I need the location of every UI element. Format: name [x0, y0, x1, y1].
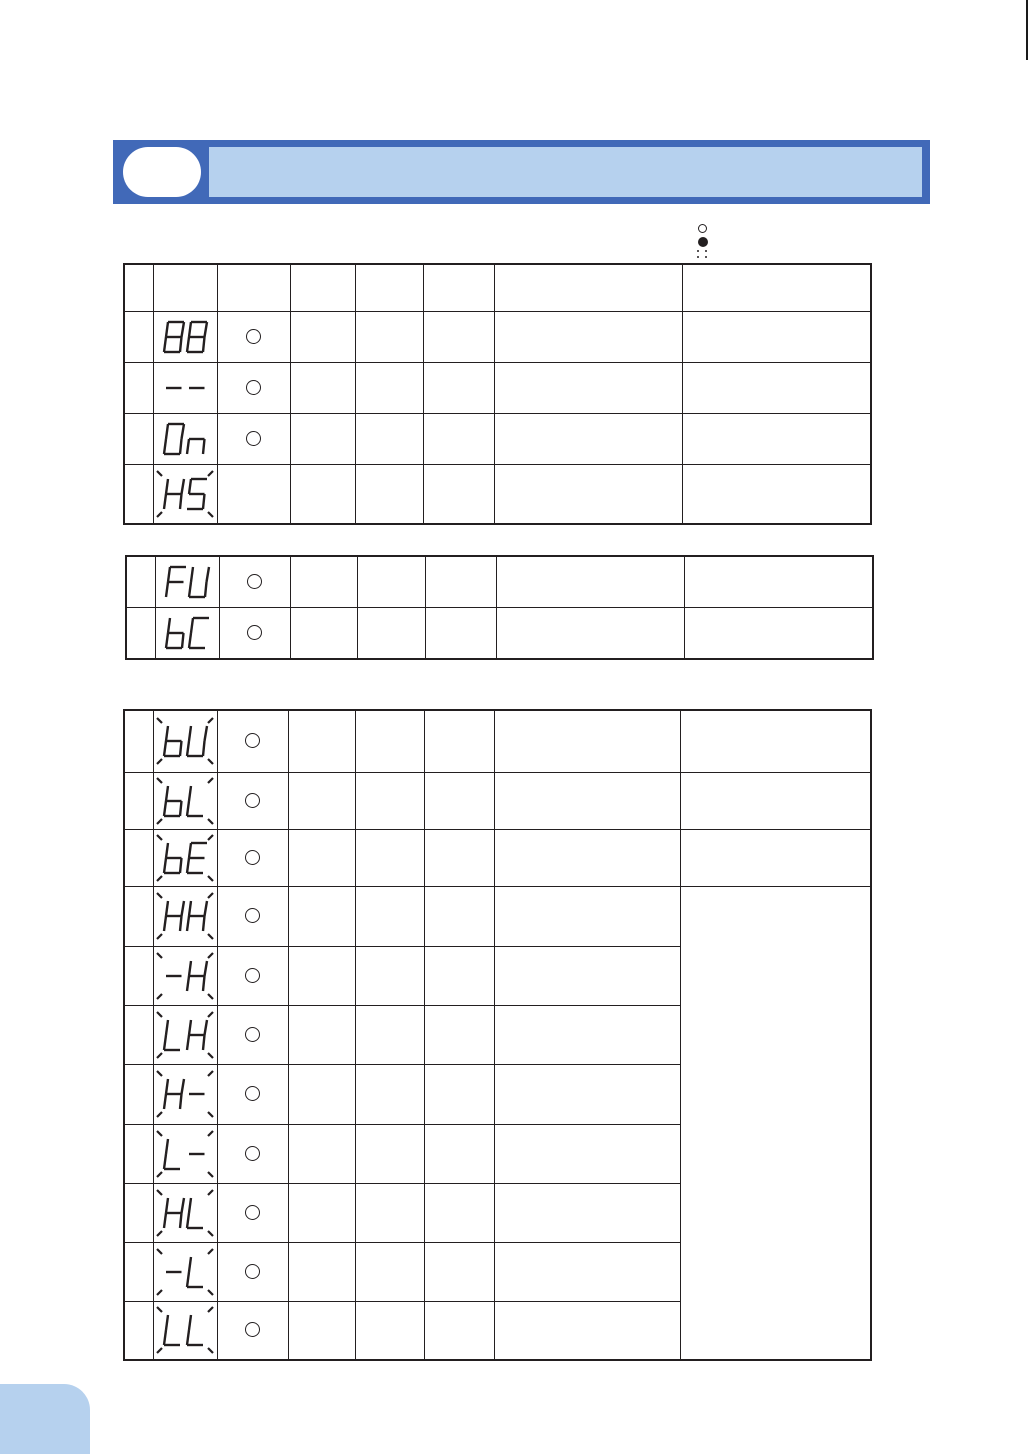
display-segment — [203, 741, 205, 756]
display-segment — [166, 1020, 168, 1035]
mark-cell — [217, 1124, 288, 1183]
display-segment — [187, 1213, 189, 1228]
blink-indicator — [157, 1348, 162, 1353]
display-segment — [180, 439, 182, 454]
display-segment — [164, 916, 166, 931]
display-segment — [166, 1315, 168, 1330]
seven-segment-display — [155, 312, 215, 362]
seven-segment-display — [155, 1247, 215, 1297]
blink-indicator — [208, 994, 213, 999]
mark-cell — [219, 608, 290, 660]
display-segment — [180, 1094, 182, 1109]
mark-cell — [217, 311, 290, 362]
display-cell — [153, 413, 217, 464]
display-segment — [187, 337, 189, 352]
blink-indicator — [208, 953, 213, 958]
table-row — [124, 829, 871, 886]
mark-cell — [217, 1301, 288, 1360]
blink-indicator — [157, 718, 162, 723]
display-segment — [164, 1035, 166, 1050]
blink-indicator — [157, 934, 162, 939]
header-cell — [153, 264, 217, 311]
display-cell — [153, 1183, 217, 1242]
display-segment — [187, 858, 189, 873]
display-segment — [180, 801, 182, 816]
display-segment — [187, 741, 189, 756]
blink-indicator — [157, 953, 162, 958]
display-segment — [180, 741, 182, 756]
open-circle-icon — [245, 850, 260, 865]
display-segment — [182, 1079, 185, 1094]
open-circle-icon — [698, 224, 707, 233]
display-segment — [164, 1330, 166, 1345]
display-segment — [180, 858, 182, 873]
blink-indicator — [208, 471, 213, 476]
header-cell — [355, 264, 423, 311]
blink-indicator — [157, 778, 162, 783]
display-segment — [205, 582, 207, 597]
dotted-circle-icon — [697, 250, 709, 258]
open-circle-icon — [246, 380, 261, 395]
table-row — [124, 464, 871, 524]
display-segment — [164, 439, 166, 454]
mark-cell — [217, 362, 290, 413]
blink-indicator — [208, 1112, 213, 1117]
merged-description-cell — [680, 886, 871, 1360]
seven-segment-display — [157, 608, 217, 658]
display-segment — [189, 843, 191, 858]
open-circle-icon — [245, 793, 260, 808]
blink-indicator — [157, 1307, 162, 1312]
display-segment — [164, 337, 166, 352]
display-segment — [203, 976, 205, 991]
mark-cell — [217, 829, 288, 886]
blink-indicator — [157, 1012, 162, 1017]
display-segment — [187, 1272, 189, 1287]
seven-segment-display — [155, 414, 215, 464]
table-row — [124, 311, 871, 362]
blink-indicator — [208, 1053, 213, 1058]
blink-indicator — [157, 1071, 162, 1076]
table-row — [126, 556, 873, 608]
open-circle-icon — [245, 733, 260, 748]
display-segment — [187, 1330, 189, 1345]
display-segment — [189, 786, 191, 801]
display-cell — [153, 1124, 217, 1183]
status-table-2 — [125, 555, 874, 660]
display-segment — [182, 901, 185, 916]
display-segment — [164, 858, 166, 873]
display-segment — [180, 916, 182, 931]
display-segment — [164, 494, 166, 509]
header-cell — [124, 264, 153, 311]
display-cell — [153, 829, 217, 886]
blink-indicator — [208, 934, 213, 939]
display-segment — [205, 961, 208, 976]
header-cell — [682, 264, 871, 311]
display-cell — [155, 556, 219, 608]
section-badge — [123, 147, 201, 197]
display-segment — [182, 322, 185, 337]
display-cell — [153, 1064, 217, 1124]
display-segment — [166, 633, 168, 648]
blink-indicator — [208, 759, 213, 764]
header-cell — [423, 264, 494, 311]
seven-segment-display — [155, 1305, 215, 1355]
blink-indicator — [157, 512, 162, 517]
display-segment — [203, 494, 205, 509]
mark-cell — [217, 886, 288, 946]
blink-indicator — [208, 1012, 213, 1017]
open-circle-icon — [246, 431, 261, 446]
blink-indicator — [157, 1290, 162, 1295]
mark-cell — [217, 1005, 288, 1064]
display-segment — [164, 801, 166, 816]
blink-indicator — [208, 1249, 213, 1254]
mark-cell — [217, 1242, 288, 1301]
blink-indicator — [208, 819, 213, 824]
blink-indicator — [157, 1231, 162, 1236]
display-segment — [189, 322, 191, 337]
seven-segment-display — [155, 833, 215, 883]
display-segment — [166, 424, 168, 439]
display-cell — [153, 710, 217, 772]
display-cell — [155, 608, 219, 660]
header-cell — [290, 264, 355, 311]
display-segment — [189, 582, 191, 597]
table-row — [124, 413, 871, 464]
display-cell — [153, 1242, 217, 1301]
display-segment — [189, 1198, 191, 1213]
mark-cell — [219, 556, 290, 608]
blink-indicator — [208, 1071, 213, 1076]
seven-segment-display — [155, 469, 215, 519]
display-segment — [187, 1035, 189, 1050]
display-segment — [168, 618, 170, 633]
blink-indicator — [157, 1190, 162, 1195]
display-segment — [203, 439, 205, 454]
seven-segment-display — [155, 1129, 215, 1179]
display-segment — [187, 916, 189, 931]
mark-cell — [217, 946, 288, 1005]
display-cell — [153, 362, 217, 413]
display-cell — [153, 1005, 217, 1064]
display-segment — [182, 424, 185, 439]
blink-indicator — [208, 778, 213, 783]
display-segment — [166, 726, 168, 741]
display-segment — [166, 582, 168, 597]
display-segment — [207, 567, 210, 582]
open-circle-icon — [246, 329, 261, 344]
mark-cell — [217, 413, 290, 464]
display-segment — [189, 479, 191, 494]
blink-indicator — [208, 1131, 213, 1136]
display-segment — [189, 726, 191, 741]
filled-circle-icon — [698, 237, 708, 247]
display-segment — [205, 1020, 208, 1035]
seven-segment-display — [155, 1069, 215, 1119]
table-header-row — [124, 264, 871, 311]
blink-indicator — [157, 1249, 162, 1254]
open-circle-icon — [247, 574, 262, 589]
display-segment — [166, 901, 168, 916]
open-circle-icon — [245, 1205, 260, 1220]
seven-segment-display — [155, 1010, 215, 1060]
top-edge-rule — [1026, 0, 1028, 60]
seven-segment-display — [155, 951, 215, 1001]
open-circle-icon — [245, 968, 260, 983]
open-circle-icon — [245, 908, 260, 923]
display-segment — [205, 726, 208, 741]
mark-cell — [217, 772, 288, 829]
blink-indicator — [157, 1172, 162, 1177]
seven-segment-display — [155, 716, 215, 766]
mark-cell — [217, 464, 290, 524]
display-segment — [166, 1198, 168, 1213]
open-circle-icon — [245, 1264, 260, 1279]
display-segment — [166, 843, 168, 858]
blink-indicator — [208, 1172, 213, 1177]
blink-indicator — [208, 718, 213, 723]
mark-cell — [217, 1183, 288, 1242]
display-segment — [180, 494, 182, 509]
display-segment — [166, 479, 168, 494]
blink-indicator — [208, 1348, 213, 1353]
seven-segment-display — [157, 557, 217, 607]
table-row — [124, 886, 871, 946]
mark-cell — [217, 1064, 288, 1124]
display-segment — [164, 741, 166, 756]
mark-cell — [217, 710, 288, 772]
display-segment — [189, 1020, 191, 1035]
open-circle-icon — [245, 1027, 260, 1042]
display-segment — [166, 786, 168, 801]
blink-indicator — [157, 759, 162, 764]
display-segment — [166, 1079, 168, 1094]
display-segment — [187, 976, 189, 991]
table-row — [124, 362, 871, 413]
display-segment — [166, 322, 168, 337]
display-segment — [189, 901, 191, 916]
open-circle-icon — [245, 1146, 260, 1161]
page-number-tab — [0, 1384, 90, 1454]
display-segment — [203, 337, 205, 352]
display-segment — [164, 1154, 166, 1169]
seven-segment-display — [155, 1188, 215, 1238]
table-row — [124, 710, 871, 772]
blink-indicator — [157, 1112, 162, 1117]
display-segment — [180, 337, 182, 352]
display-segment — [182, 633, 184, 648]
display-segment — [191, 567, 193, 582]
display-segment — [187, 439, 189, 454]
display-segment — [182, 479, 185, 494]
display-segment — [189, 633, 191, 648]
display-segment — [164, 1094, 166, 1109]
display-segment — [189, 1257, 191, 1272]
header-cell — [494, 264, 682, 311]
display-segment — [203, 1035, 205, 1050]
display-cell — [153, 946, 217, 1005]
display-cell — [153, 464, 217, 524]
table-row — [126, 608, 873, 660]
display-segment — [191, 618, 193, 633]
blink-indicator — [208, 893, 213, 898]
table-row — [124, 772, 871, 829]
seven-segment-display — [155, 363, 215, 413]
display-segment — [164, 1213, 166, 1228]
status-table-1 — [123, 263, 872, 525]
display-segment — [203, 916, 205, 931]
blink-indicator — [208, 835, 213, 840]
display-cell — [153, 772, 217, 829]
display-segment — [205, 322, 208, 337]
open-circle-icon — [245, 1322, 260, 1337]
display-segment — [187, 801, 189, 816]
blink-indicator — [157, 876, 162, 881]
display-segment — [189, 1315, 191, 1330]
display-cell — [153, 1301, 217, 1360]
display-segment — [189, 961, 191, 976]
display-segment — [205, 901, 208, 916]
open-circle-icon — [247, 625, 262, 640]
section-title-box — [209, 147, 922, 197]
seven-segment-display — [155, 776, 215, 826]
blink-indicator — [157, 1053, 162, 1058]
header-cell — [217, 264, 290, 311]
status-table-3 — [123, 709, 872, 1361]
blink-indicator — [208, 512, 213, 517]
display-cell — [153, 311, 217, 362]
section-banner — [113, 140, 930, 204]
display-segment — [166, 1139, 168, 1154]
blink-indicator — [157, 835, 162, 840]
display-segment — [182, 1198, 185, 1213]
blink-indicator — [157, 1131, 162, 1136]
blink-indicator — [157, 471, 162, 476]
blink-indicator — [157, 893, 162, 898]
blink-indicator — [208, 1290, 213, 1295]
blink-indicator — [208, 1231, 213, 1236]
blink-indicator — [208, 1307, 213, 1312]
seven-segment-display — [155, 891, 215, 941]
blink-indicator — [208, 1190, 213, 1195]
blink-indicator — [157, 819, 162, 824]
display-segment — [168, 567, 170, 582]
blink-indicator — [157, 994, 162, 999]
open-circle-icon — [245, 1086, 260, 1101]
legend — [696, 222, 716, 262]
display-segment — [180, 1213, 182, 1228]
display-cell — [153, 886, 217, 946]
blink-indicator — [208, 876, 213, 881]
